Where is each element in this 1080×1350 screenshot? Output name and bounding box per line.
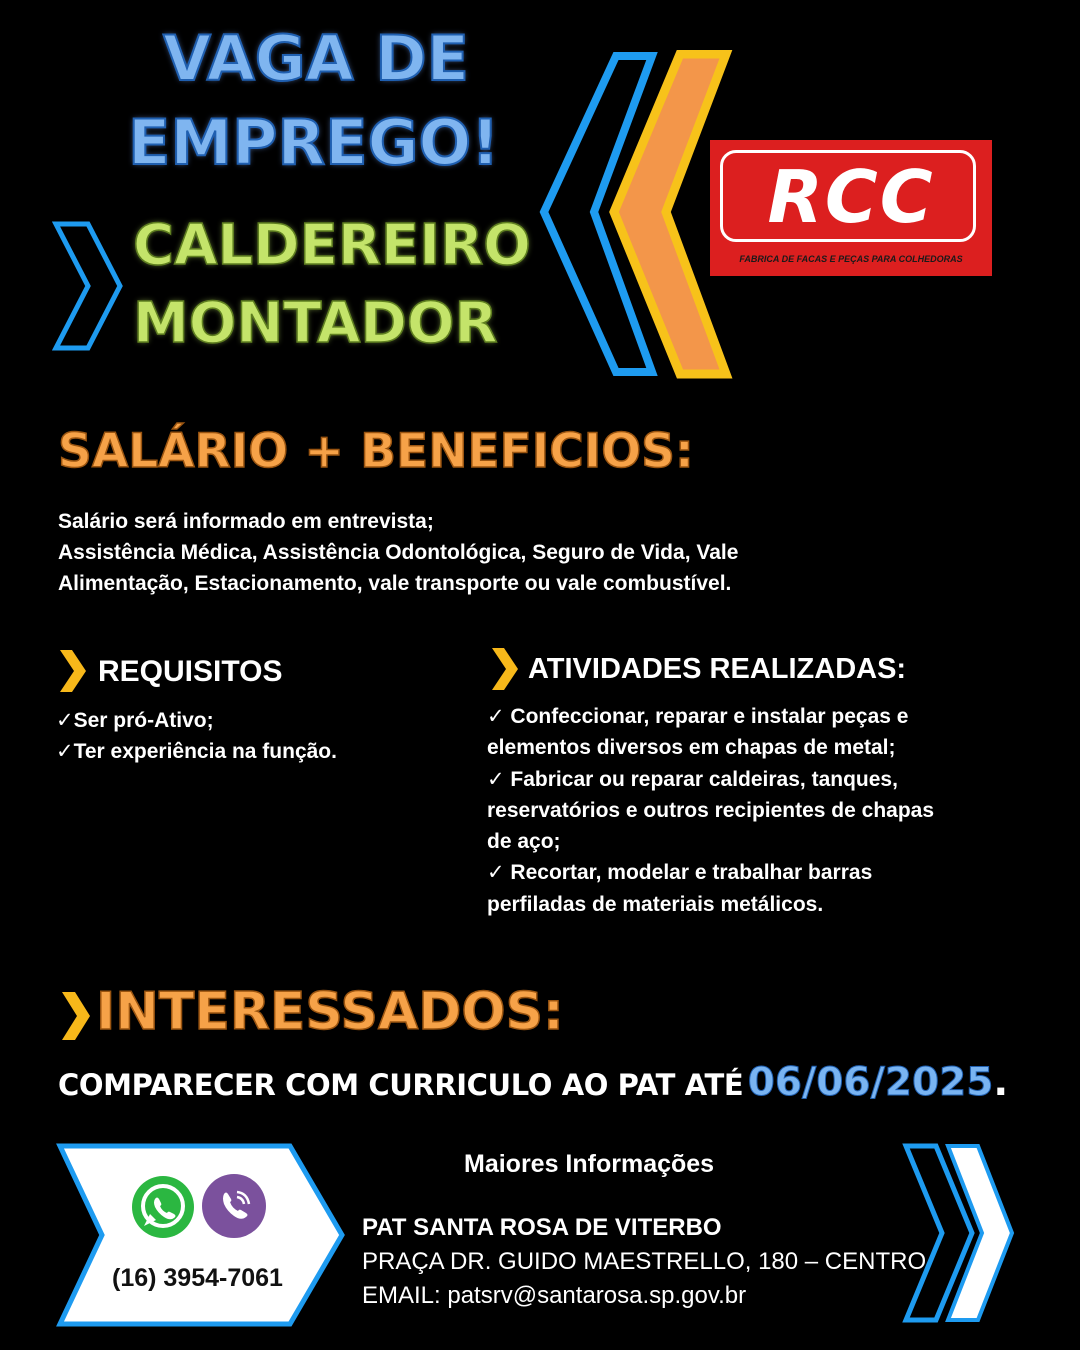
logo-tagline: FABRICA DE FACAS E PEÇAS PARA COLHEDORAS xyxy=(739,254,963,264)
left-chevron-outline xyxy=(52,220,124,352)
activity-line: ✓ Recortar, modelar e trabalhar barras xyxy=(487,861,873,885)
instruction-line xyxy=(58,1060,1058,1105)
requirement-item: ✓Ser pró-Ativo; xyxy=(56,709,214,732)
interested-heading: INTERESSADOS: xyxy=(96,982,564,1042)
contact-org: PAT SANTA ROSA DE VITERBO xyxy=(362,1214,722,1241)
logo-frame xyxy=(720,150,976,242)
whatsapp-icon[interactable] xyxy=(130,1174,196,1240)
chevron-right-icon xyxy=(490,646,520,692)
more-info-heading: Maiores Informações xyxy=(464,1150,715,1178)
title-emprego: EMPREGO! xyxy=(128,106,500,179)
logo-brand-text: RCC xyxy=(767,155,935,239)
activity-line: ✓ Fabricar ou reparar caldeiras, tanques, xyxy=(487,767,898,791)
role-montador: MONTADOR xyxy=(133,291,498,356)
title-vaga-de: VAGA DE xyxy=(163,22,470,95)
viber-icon[interactable] xyxy=(200,1172,268,1240)
activities-list xyxy=(487,701,987,920)
role-caldereiro: CALDEREIRO xyxy=(133,213,531,278)
activity-line: ✓ Confeccionar, reparar e instalar peças e xyxy=(487,705,909,728)
footer-double-chevron xyxy=(900,1140,1016,1326)
salary-heading: SALÁRIO + BENEFICIOS: xyxy=(58,424,694,479)
activity-line: elementos diversos em chapas de metal; xyxy=(487,736,896,760)
header-double-chevron xyxy=(536,50,736,380)
chevron-right-icon xyxy=(60,990,92,1042)
requirements-list xyxy=(56,705,337,767)
company-logo xyxy=(710,140,992,276)
activity-line: de aço; xyxy=(487,830,561,854)
activity-line: reservatórios e outros recipientes de chapas xyxy=(487,798,935,822)
requirements-heading: REQUISITOS xyxy=(98,655,283,688)
contact-address: PRAÇA DR. GUIDO MAESTRELLO, 180 – CENTRO xyxy=(362,1248,927,1275)
instruction-text: COMPARECER COM CURRICULO AO PAT ATÉ xyxy=(58,1068,744,1102)
salary-line: Salário será informado em entrevista; xyxy=(58,510,434,533)
salary-details xyxy=(58,506,958,599)
deadline-date: 06/06/2025 xyxy=(747,1060,994,1105)
contact-email[interactable]: EMAIL: patsrv@santarosa.sp.gov.br xyxy=(362,1282,747,1309)
benefits-line: Alimentação, Estacionamento, vale transporte ou vale combustível. xyxy=(58,572,732,595)
deadline-period: . xyxy=(993,1060,1009,1105)
chevron-right-icon xyxy=(58,648,88,694)
benefits-line: Assistência Médica, Assistência Odontológica, Seguro de Vida, Vale xyxy=(58,541,739,564)
activities-heading: ATIVIDADES REALIZADAS: xyxy=(528,653,907,685)
activity-line: perfiladas de materiais metálicos. xyxy=(487,892,824,916)
phone-number: (16) 3954-7061 xyxy=(112,1264,283,1292)
requirement-item: ✓Ter experiência na função. xyxy=(56,740,337,763)
